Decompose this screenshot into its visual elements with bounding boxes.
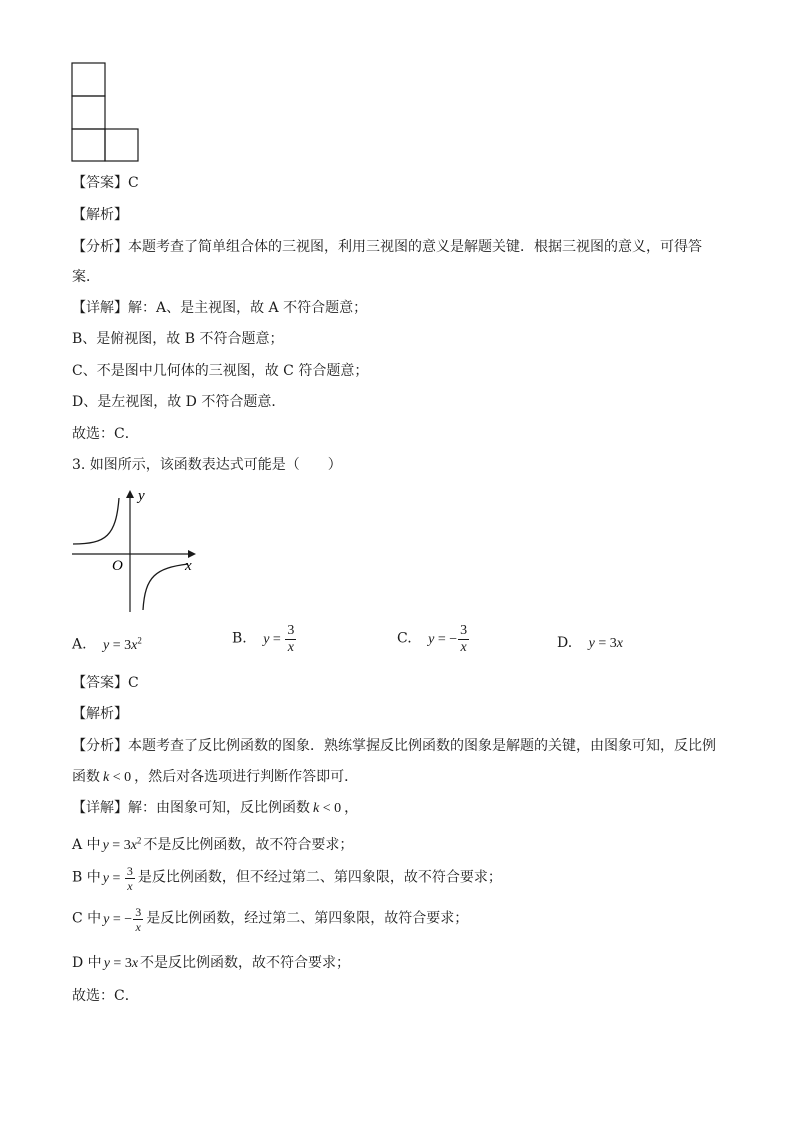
- option-b-label: B.: [232, 630, 247, 647]
- detail-2-line-d: D、是左视图，故 D 不符合题意．: [72, 394, 286, 410]
- detail-3-line-c: C 中 y = − $\frac{3}{x}$ 是反比例函数，经过第二、第四象限，故符合要求；: [72, 905, 469, 934]
- analysis-2-line-2: 案．: [72, 269, 100, 285]
- detail-3-intro: 【详解】解：由图象可知，反比例函数 k < 0 ，: [72, 800, 359, 816]
- choice-2: 故选：C．: [72, 426, 139, 442]
- detail-2-line-b: B、是俯视图，故 B 不符合题意；: [72, 331, 284, 347]
- origin-label: O: [112, 558, 123, 574]
- hyperbola-branch-second-quadrant: [73, 498, 119, 544]
- option-d-label: D.: [557, 635, 573, 651]
- choice-3: 故选：C．: [72, 988, 139, 1004]
- option-a-expression: $y = 3x^2$: [103, 635, 142, 653]
- y-axis-label: y: [138, 488, 145, 504]
- view-square-bottom-left: [72, 129, 105, 161]
- detail-3-line-a: A 中 $y = 3x^2$ 不是反比例函数，故不符合要求；: [72, 835, 354, 853]
- k-less-than-zero-detail: k < 0: [313, 801, 342, 816]
- option-d: [557, 635, 623, 652]
- analysis-3-line-2: 函数 k < 0 ，然后对各选项进行判断作答即可．: [72, 769, 359, 785]
- option-a-label: A.: [72, 636, 87, 653]
- option-a: [72, 635, 142, 654]
- detail-2-line-a: 【详解】解：A、是主视图，故 A 不符合题意；: [72, 300, 368, 316]
- view-square-bottom-right: [105, 129, 138, 161]
- k-less-than-zero: k < 0: [103, 770, 132, 785]
- answer-2: 【答案】C: [72, 175, 139, 191]
- view-square-middle: [72, 96, 105, 129]
- analysis-3-line-1: 【分析】本题考查了反比例函数的图象．熟练掌握反比例函数的图象是解题的关键，由图象可知，反比例: [72, 738, 716, 754]
- question-3: 3. 如图所示，该函数表达式可能是（ ）: [72, 457, 342, 473]
- option-d-expression: y = 3x: [588, 636, 623, 651]
- option-c-expression: y = − $\frac{3}{x}$: [428, 623, 468, 655]
- option-b: [232, 624, 297, 655]
- detail-3-line-d: D 中 y = 3x 不是反比例函数，故不符合要求；: [72, 955, 351, 971]
- analysis-heading-2: 【解析】: [72, 207, 128, 223]
- analysis-heading-3: 【解析】: [72, 706, 128, 722]
- answer-3: 【答案】C: [72, 675, 139, 691]
- hyperbola-graph: [68, 484, 203, 616]
- x-axis-label: x: [185, 558, 192, 574]
- detail-2-line-c: C、不是图中几何体的三视图，故 C 符合题意；: [72, 363, 369, 379]
- option-b-expression: y = $\frac{3}{x}$: [263, 623, 295, 655]
- detail-3-line-b: B 中 y = $\frac{3}{x}$ 是反比例函数，但不经过第二、第四象限，故不符合要求；: [72, 864, 502, 893]
- view-square-top: [72, 63, 105, 96]
- option-c-label: C.: [397, 630, 412, 647]
- hyperbola-branch-fourth-quadrant: [143, 564, 188, 610]
- option-c: [397, 624, 470, 655]
- three-view-figure: [70, 62, 142, 164]
- analysis-2-line-1: 【分析】本题考查了简单组合体的三视图，利用三视图的意义是解题关键．根据三视图的意义，可得答: [72, 239, 702, 255]
